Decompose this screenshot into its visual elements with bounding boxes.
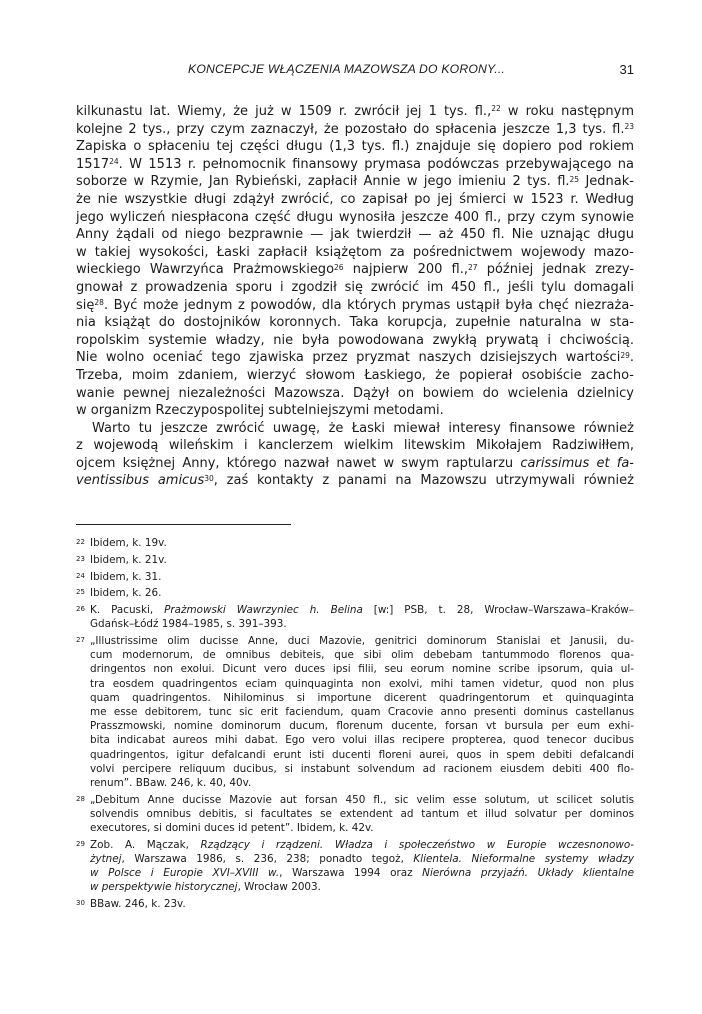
footnote-28: 28 „Debitum Anne ducisse Mazovie aut forsan 450 fl., sic velim esse solutum, ut scilicet solutis solvendis omnibus debitis, si facultates se extendent ad tantum et illud solvatur per dominos executores, si domini duces id petent”. Ibidem, k. 42v. — [76, 793, 634, 835]
text-line: Nie wolno oceniać tego zjawiska przez pryzmat naszych dzisiejszych wartości$^{29}$. — [76, 350, 634, 366]
footnote-27: 27 „Illustrissime olim ducisse Anne, duci Mazovie, genitrici dominorum Stanislai et Janusii, du- cum modernorum, de omnibus debiteis, que sibi olim debebam tantummodo florenos qua- dringentos non exolui. Dicunt vero duces ipsi filii, seu eorum nomine scribe ipsorum, quia ul- tra eosdem quadringentos eciam quinquaginta non exolvi, mihi tamen videtur, quod non plus quam quadringentos. Nihilominus si importune dicerent quadringentorum et quinquaginta me esse debitorem, tunc sic erit faciendum, quam Cracovie anno presenti dominus castellanus Prasszmowski, nomine dominorum ducum, florenum ducente, forsan vt bursula per eum exhi- bita indicabat aureos mihi dabat. Ego vero volui illas recipere propterea, quod tenecor ducibus quadringentos, igitur defalcandi erunt isti ducenti floreni aurei, quos in spem debiti defalcandi volvi percipere reliquum ducibus, si instabunt solvendum ad racionem eiusdem debiti 400 flo- renum”. BBaw. 246, k. 40, 40v. — [76, 635, 634, 789]
footnote-ref[interactable]: 23 — [624, 121, 634, 131]
running-header — [76, 62, 634, 78]
footnote-ref[interactable]: 27 — [468, 262, 478, 272]
text-line: Trzeba, moim zdaniem, wierzyć słowom Łaskiego, że popierał osobiście zacho- — [76, 367, 634, 383]
text-line: się$^{28}$. Być może jednym z powodów, dla których prymas ustąpił była chęć niezraża- — [76, 297, 634, 313]
footnote-ref[interactable]: 29 — [620, 350, 630, 360]
text-line: Warto tu jeszcze zwrócić uwagę, że Łaski miewał interesy finansowe również — [92, 420, 634, 436]
text-line: w takiej wysokości, Łaski zapłacił książętom za pośrednictwem wojewody mazo- — [76, 244, 634, 260]
footnote-ref[interactable]: 24 — [109, 157, 119, 167]
text-line: wanie pewnej niezależności Mazowsza. Dążył on bowiem do wcielenia dzielnicy — [76, 385, 634, 401]
body-text — [76, 103, 634, 490]
text-line: Anny żądali od niego bezprawnie — jak twierdził — aż 450 fl. Nie uznając długu — [76, 227, 634, 243]
text-line: ventissibus amicus$^{30}$, zaś kontakty z panami na Mazowszu utrzymywali również — [76, 473, 634, 489]
text-line: kolejne 2 tys., przy czym zaznaczył, że pozostało do spłacenia jeszcze 1,3 tys. fl.$^{23}$ — [76, 121, 634, 137]
text-line: Zapiska o spłaceniu tej części długu (1,3 tys. fl.) znajduje się dopiero pod rokiem — [76, 139, 634, 155]
footnote-23: 23 Ibidem, k. 21v. — [76, 553, 167, 566]
text-line: w organizm Rzeczypospolitej subtelniejszymi metodami. — [76, 403, 444, 419]
running-title: KONCEPCJE WŁĄCZENIA MAZOWSZA DO KORONY... — [188, 62, 505, 76]
text-line: kilkunastu lat. Wiemy, że już w 1509 r. zwrócił jej 1 tys. fl.,$^{22}$ w roku następnym — [76, 104, 634, 119]
page-number: 31 — [619, 62, 634, 77]
footnote-ref[interactable]: 22 — [491, 104, 501, 114]
text-line: 1517$^{24}$. W 1513 r. pełnomocnik finansowy prymasa podówczas przebywającego na — [76, 156, 634, 172]
footnote-ref[interactable]: 28 — [94, 297, 104, 307]
text-line: ojcem księżnej Anny, którego nazwał nawet w swym raptularzu carissimus et fa- — [76, 455, 634, 471]
text-line: soborze w Rzymie, Jan Rybieński, zapłacił Annie w jego imieniu 2 tys. fl.$^{25}$ Jednak- — [76, 174, 634, 190]
footnote-ref[interactable]: 25 — [569, 174, 580, 184]
footnote-29: 29 Zob. A. Mączak, Rządzący i rządzeni. Władza i społeczeństwo w Europie wczesnonowo- żytnej, Warszawa 1986, s. 236, 238; ponadto tegoż, Klientela. Nieformalne systemy władzy w Polsce i Europie XVI–XVIII w., Warszawa 1994 oraz Nierówna przyjaźń. Układy klientalne w perspektywie historycznej, Wrocław 2003. — [76, 838, 634, 894]
text-line: jego wyliczeń niespłacona część długu wynosiła jeszcze 400 fl., przy czym synowie — [76, 209, 634, 225]
text-line: gnował z prowadzenia sporu i zgodził się zwrócić im 450 fl., jeśli tylu domagali — [76, 279, 634, 295]
footnotes — [76, 536, 634, 914]
footnote-22: 22 Ibidem, k. 19v. — [76, 537, 167, 549]
text-line: że nie wszystkie długi zdążył zwrócić, co zapisał po jej śmierci w 1523 r. Według — [76, 191, 634, 207]
text-line: wieckiego Wawrzyńca Prażmowskiego$^{26}$ najpierw 200 fl.,$^{27}$ później jednak zrezy- — [76, 262, 635, 278]
text-line: ropolskim systemie władzy, nie była powodowana zwykłą prywatą i chciwością. — [76, 332, 634, 348]
footnote-ref[interactable]: 26 — [334, 262, 344, 272]
footnote-30: 30 BBaw. 246, k. 23v. — [76, 898, 186, 911]
footnote-26: 26 K. Pacuski, Prażmowski Wawrzyniec h. Belina [w:] PSB, t. 28, Wrocław–Warszawa–Kraków– Gdańsk–Łódź 1984–1985, s. 391–393. — [76, 604, 634, 631]
footnote-ref[interactable]: 30 — [204, 473, 214, 483]
text-line: nia książąt do dostojników koronnych. Taka korupcja, zupełnie naturalna w sta- — [76, 315, 634, 331]
footnote-24: 24 Ibidem, k. 31. — [76, 570, 162, 583]
footnote-divider — [76, 524, 291, 525]
text-line: z wojewodą wileńskim i kanclerzem wielkim litewskim Mikołajem Radziwiłłem, — [76, 438, 634, 454]
footnote-25: 25 Ibidem, k. 26. — [76, 587, 162, 600]
